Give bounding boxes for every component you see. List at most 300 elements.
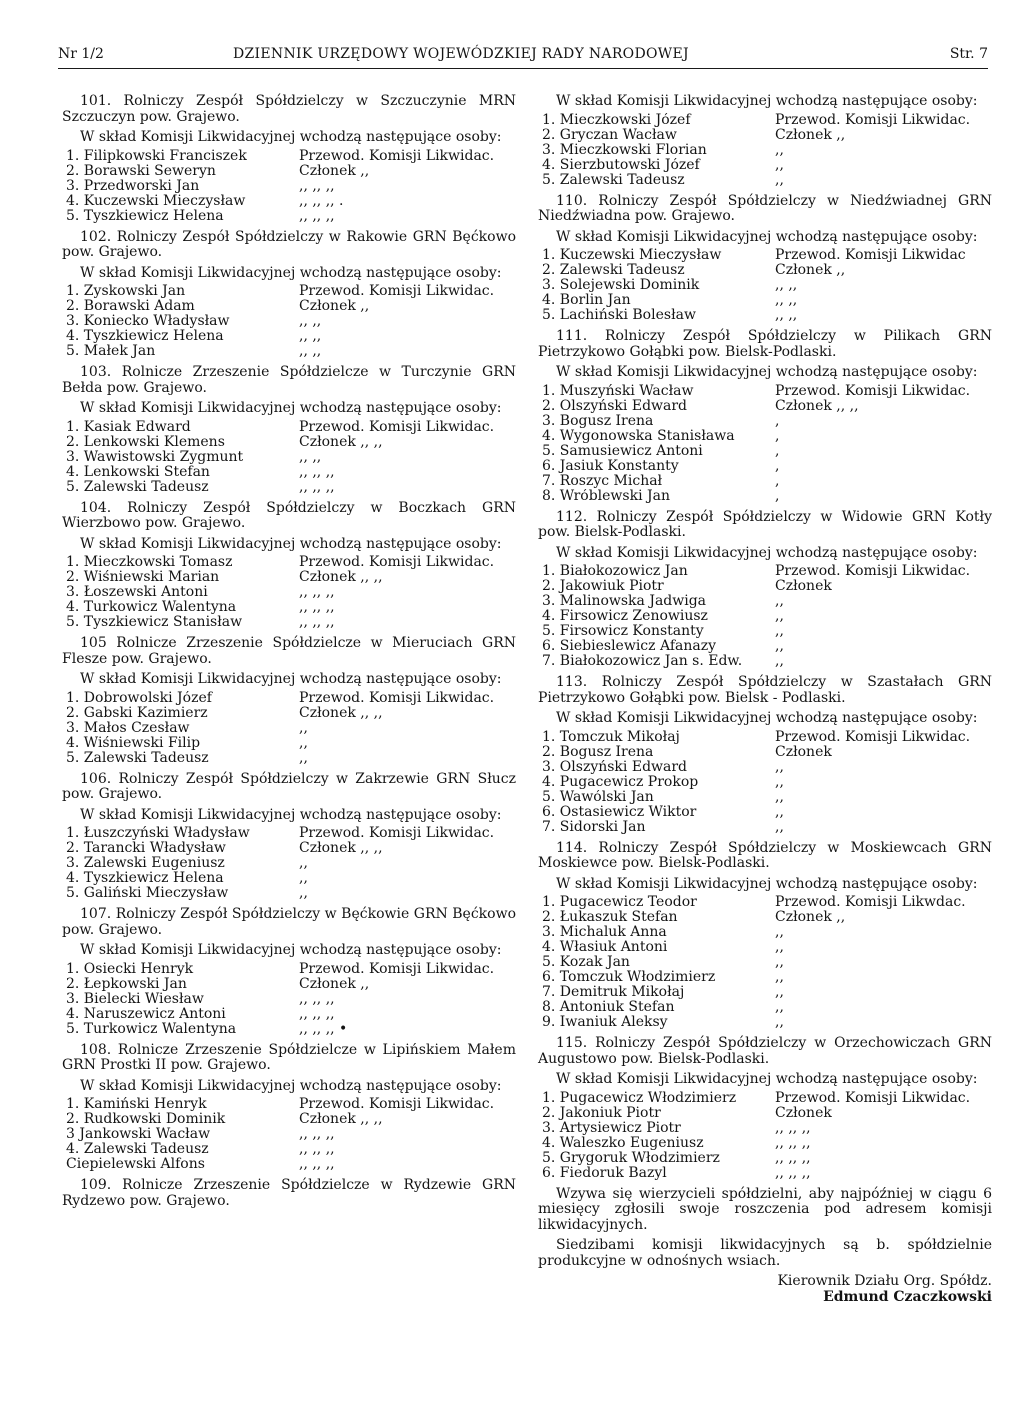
member-row — [538, 955, 992, 970]
member-role: ,, ,, ,, — [299, 991, 335, 1007]
entry-heading: 108. Rolnicze Zrzeszenie Spółdzielcze w Lipińskiem Małem GRN Prostki II pow. Grajewo. — [62, 1041, 516, 1073]
member-name: 3. Solejewski Dominik — [542, 278, 700, 293]
member-name: 2. Łukaszuk Stefan — [542, 910, 678, 925]
member-row — [62, 962, 516, 977]
member-name: 2. Olszyński Edward — [542, 398, 688, 414]
entry-intro: W skład Komisji Likwidacyjnej wchodzą następujące osoby: — [80, 1077, 502, 1094]
entry-heading: 109. Rolnicze Zrzeszenie Spółdzielcze w Rydzewie GRN Rydzewo pow. Grajewo. — [62, 1177, 516, 1209]
member-name: 3. Artysiewicz Piotr — [542, 1120, 681, 1136]
member-row — [538, 158, 992, 173]
entry-intro: W skład Komisji Likwidacyjnej wchodzą następujące osoby: — [80, 806, 502, 823]
entry-intro: W skład Komisji Likwidacyjnej wchodzą następujące osoby: — [556, 93, 978, 109]
commission-entry — [62, 230, 516, 360]
member-role: ,, ,, ,, — [775, 1165, 811, 1181]
member-role: ,, — [775, 804, 784, 820]
member-name: 6. Fiedoruk Bazyl — [542, 1165, 667, 1181]
member-row — [538, 745, 992, 760]
member-row — [62, 706, 516, 721]
entry-heading: 102. Rolniczy Zespół Spółdzielczy w Rakowie GRN Bęćkowo pow. Grajewo. — [62, 228, 516, 260]
commission-entry — [62, 772, 516, 902]
member-row — [62, 194, 516, 209]
member-row — [538, 895, 992, 910]
member-row — [62, 284, 516, 299]
commission-entry — [62, 1043, 516, 1173]
commission-entry — [538, 675, 992, 835]
member-role: ,, ,, — [299, 344, 322, 359]
member-name: 1. Kasiak Edward — [66, 419, 191, 435]
member-role: , — [775, 473, 780, 489]
member-row — [538, 970, 992, 985]
member-row — [62, 1127, 516, 1142]
entry-intro: W skład Komisji Likwidacyjnej wchodzą następujące osoby: — [80, 535, 502, 552]
member-row — [538, 1136, 992, 1151]
member-row — [538, 609, 992, 624]
member-role: Członek ,, ,, — [299, 1112, 383, 1127]
entry-intro: W skład Komisji Likwidacyjnej wchodzą następujące osoby: — [556, 544, 978, 561]
member-row — [62, 570, 516, 585]
member-row — [62, 1112, 516, 1127]
member-row — [538, 444, 992, 459]
member-row — [538, 639, 992, 654]
member-name: 1. Kamiński Henryk — [66, 1097, 207, 1112]
member-row — [538, 489, 992, 504]
member-name: 2. Łepkowski Jan — [66, 976, 187, 992]
member-row — [62, 841, 516, 856]
member-role: ,, — [299, 720, 308, 736]
member-role: ,, — [775, 940, 784, 955]
member-row — [538, 925, 992, 940]
member-row — [62, 450, 516, 465]
commission-entry — [538, 510, 992, 670]
member-name: 4. Naruszewicz Antoni — [66, 1006, 226, 1022]
journal-title: DZIENNIK URZĘDOWY WOJEWÓDZKIEJ RADY NARODOWEJ — [233, 46, 689, 62]
member-row — [538, 293, 992, 308]
member-name: 9. Iwaniuk Aleksy — [542, 1015, 668, 1030]
member-list — [62, 691, 516, 766]
entry-intro: W skład Komisji Likwidacyjnej wchodzą następujące osoby: — [80, 400, 502, 416]
member-row — [538, 940, 992, 955]
member-name: 4. Firsowicz Zenowiusz — [542, 609, 708, 624]
member-name: 1. Białokozowicz Jan — [542, 564, 688, 579]
member-role: ,, — [775, 172, 784, 188]
member-role: Przewod. Komisji Likwidac. — [775, 112, 971, 128]
member-role: ,, ,, ,, — [299, 1127, 335, 1142]
member-name: 6. Jasiuk Konstanty — [542, 458, 679, 474]
member-name: 5. Kozak Jan — [542, 955, 630, 970]
member-role: ,, ,, ,, — [299, 479, 335, 495]
member-role: ,, ,, ,, — [299, 464, 335, 480]
issue-number: Nr 1/2 — [58, 46, 104, 62]
member-row — [62, 721, 516, 736]
header-rule — [58, 68, 988, 69]
member-row — [62, 314, 516, 329]
member-row — [62, 1097, 516, 1112]
member-row — [62, 1157, 516, 1172]
entry-intro: W skład Komisji Likwidacyjnej wchodzą następujące osoby: — [80, 129, 502, 145]
member-role: ,, — [775, 985, 784, 1000]
member-role: Członek ,, — [775, 263, 846, 278]
member-role: Członek ,, — [299, 163, 370, 179]
member-name: 5. Tyszkiewicz Stanisław — [66, 615, 243, 630]
member-role: ,, — [775, 1015, 784, 1030]
member-name: 5. Zalewski Tadeusz — [66, 479, 209, 495]
member-role: ,, — [299, 871, 308, 886]
member-role: Przewod. Komisji Likwidac. — [299, 690, 495, 706]
member-row — [538, 760, 992, 775]
member-row — [538, 730, 992, 745]
member-name: 4. Wygonowska Stanisława — [542, 428, 735, 444]
member-role: ,, ,, ,, — [299, 1142, 335, 1157]
commission-entry — [538, 329, 992, 504]
member-name: 2. Jakowiuk Piotr — [542, 579, 664, 594]
member-role: ,, ,, ,, — [299, 208, 335, 224]
member-role: ,, — [775, 970, 784, 985]
member-role: ,, ,, — [299, 329, 322, 344]
member-row — [538, 173, 992, 188]
member-name: 4. Zalewski Tadeusz — [66, 1142, 209, 1157]
member-row — [62, 1022, 516, 1037]
member-row — [538, 128, 992, 143]
member-row — [538, 579, 992, 594]
member-name: 5. Galiński Mieczysław — [66, 886, 229, 901]
member-role: ,, — [775, 774, 784, 790]
member-list — [538, 730, 992, 835]
member-row — [538, 263, 992, 278]
signature-name: Edmund Czaczkowski — [823, 1288, 992, 1305]
left-column — [62, 94, 516, 1214]
member-name: 6. Tomczuk Włodzimierz — [542, 970, 716, 985]
member-list — [538, 113, 992, 188]
member-role: ,, ,, ,, — [299, 1006, 335, 1022]
member-row — [62, 585, 516, 600]
member-row — [538, 1091, 992, 1106]
member-role: Członek ,, ,, — [775, 398, 859, 414]
member-name: 1. Muszyński Wacław — [542, 383, 694, 399]
member-name: 1. Pugacewicz Włodzimierz — [542, 1090, 737, 1106]
member-name: 6. Ostasiewicz Wiktor — [542, 804, 697, 820]
member-role: Członek — [775, 1105, 832, 1121]
member-role: Przewod. Komisji Likwidac. — [775, 729, 971, 745]
entry-heading: 103. Rolnicze Zrzeszenie Spółdzielcze w Turczynie GRN Bełda pow. Grajewo. — [62, 364, 516, 396]
entry-intro: W skład Komisji Likwidacyjnej wchodzą następujące osoby: — [80, 671, 502, 687]
entry-heading: 106. Rolniczy Zespół Spółdzielczy w Zakrzewie GRN Słucz pow. Grajewo. — [62, 770, 516, 802]
member-role: ,, — [299, 886, 308, 901]
member-name: 1. Pugacewicz Teodor — [542, 895, 697, 910]
member-role: Członek ,, ,, — [299, 434, 383, 450]
member-name: 1. Mieczkowski Józef — [542, 112, 691, 128]
member-name: 4. Turkowicz Walentyna — [66, 600, 237, 615]
right-entries — [538, 94, 992, 1181]
member-role: ,, — [775, 624, 784, 639]
entry-heading: 114. Rolniczy Zespół Spółdzielczy w Moskiewcach GRN Moskiewce pow. Bielsk-Podlaski. — [538, 839, 992, 871]
member-row — [538, 1151, 992, 1166]
member-row — [538, 459, 992, 474]
commission-entry — [62, 94, 516, 224]
commission-entry — [62, 365, 516, 495]
member-row — [62, 736, 516, 751]
creditor-notice: Wzywa się wierzycieli spółdzielni, aby najpóźniej w ciągu 6 miesięcy zgłosili swoje roszczenia pod adresem komisji likwidacyjnych. — [538, 1185, 992, 1233]
member-name: 3. Bogusz Irena — [542, 413, 654, 429]
member-row — [538, 820, 992, 835]
member-row — [538, 399, 992, 414]
member-row — [538, 564, 992, 579]
member-name: 1. Tomczuk Mikołaj — [542, 729, 680, 745]
member-list — [538, 1091, 992, 1181]
member-name: 2. Jakoniuk Piotr — [542, 1105, 661, 1121]
member-name: 3. Wawistowski Zygmunt — [66, 449, 244, 465]
signature-title: Kierownik Działu Org. Spółdz. — [777, 1273, 992, 1289]
member-row — [538, 143, 992, 158]
entry-intro: W skład Komisji Likwidacyjnej wchodzą następujące osoby: — [556, 710, 978, 726]
member-role: , — [775, 413, 780, 429]
member-role: ,, ,, ,, — [299, 178, 335, 194]
member-role: Przewod. Komisji Likwidac. — [775, 1090, 971, 1106]
member-name: 1. Dobrowolski Józef — [66, 690, 212, 706]
member-row — [538, 113, 992, 128]
member-name: 5. Lachiński Bolesław — [542, 308, 696, 323]
member-row — [62, 329, 516, 344]
member-role: Przewod. Komisji Likwidac. — [775, 383, 971, 399]
member-name: 5. Wawólski Jan — [542, 789, 654, 805]
member-row — [62, 149, 516, 164]
entry-intro: W skład Komisji Likwidacyjnej wchodzą następujące osoby: — [556, 1071, 978, 1087]
member-row — [538, 474, 992, 489]
member-name: 3. Koniecko Władysław — [66, 314, 230, 329]
commission-entry — [538, 194, 992, 324]
member-row — [62, 209, 516, 224]
member-role: ,, — [775, 609, 784, 624]
member-role: ,, — [775, 925, 784, 940]
member-role: ,, — [775, 759, 784, 775]
member-name: 7. Roszyc Michał — [542, 473, 663, 489]
member-name: 6. Siebieslewicz Afanazy — [542, 639, 717, 654]
member-name: 3. Mieczkowski Florian — [542, 142, 707, 158]
entry-intro: W skład Komisji Likwidacyjnej wchodzą następujące osoby: — [556, 364, 978, 380]
member-row — [538, 594, 992, 609]
member-role: ,, ,, ,, — [775, 1150, 811, 1166]
member-list — [62, 149, 516, 224]
member-role: , — [775, 443, 780, 459]
member-row — [538, 1106, 992, 1121]
member-name: 2. Gabski Kazimierz — [66, 705, 208, 721]
member-list — [62, 826, 516, 901]
commission-entry — [62, 501, 516, 631]
member-role: Członek ,, ,, — [299, 705, 383, 721]
member-name: 1. Kuczewski Mieczysław — [542, 248, 722, 263]
member-row — [62, 826, 516, 841]
member-row — [538, 414, 992, 429]
member-name: 4. Wiśniewski Filip — [66, 735, 201, 751]
member-role: ,, ,, ,, — [299, 585, 335, 600]
member-row — [62, 886, 516, 901]
member-name: 2. Zalewski Tadeusz — [542, 263, 685, 278]
member-row — [538, 278, 992, 293]
member-role: Przewod. Komisji Likwidac. — [299, 555, 495, 570]
member-role: ,, ,, ,, • — [299, 1021, 348, 1037]
member-role: ,, — [775, 594, 784, 609]
member-name: 2. Tarancki Władysław — [66, 841, 226, 856]
member-role: ,, — [775, 955, 784, 970]
member-name: 3. Malinowska Jadwiga — [542, 594, 707, 609]
entry-heading: 113. Rolniczy Zespół Spółdzielczy w Szastałach GRN Pietrzykowo Gołąbki pow. Bielsk - Podlaski. — [538, 674, 992, 706]
member-name: 2. Borawski Seweryn — [66, 163, 216, 179]
member-row — [538, 910, 992, 925]
member-row — [538, 429, 992, 444]
member-row — [62, 691, 516, 706]
member-row — [62, 615, 516, 630]
member-list — [62, 555, 516, 630]
member-name: Ciepielewski Alfons — [66, 1157, 205, 1172]
member-row — [538, 248, 992, 263]
member-role: Przewod. Komisji Likwidac. — [775, 564, 971, 579]
member-list — [62, 420, 516, 495]
member-name: 3. Olszyński Edward — [542, 759, 688, 775]
member-role: ,, ,, ,, — [299, 600, 335, 615]
member-row — [62, 751, 516, 766]
member-role: ,, — [775, 1000, 784, 1015]
signature-block — [538, 1274, 992, 1305]
commission-entry — [62, 636, 516, 766]
member-row — [538, 1166, 992, 1181]
member-role: ,, — [299, 856, 308, 871]
member-role: ,, — [775, 789, 784, 805]
member-role: ,, — [299, 750, 308, 766]
entry-intro: W skład Komisji Likwidacyjnej wchodzą następujące osoby: — [80, 264, 502, 281]
member-role: ,, ,, ,, . — [299, 193, 344, 209]
member-role: ,, ,, — [775, 293, 798, 308]
entry-heading: 105 Rolnicze Zrzeszenie Spółdzielcze w Mieruciach GRN Flesze pow. Grajewo. — [62, 635, 516, 667]
right-column — [538, 94, 992, 1305]
member-name: 3. Małos Czesław — [66, 720, 190, 736]
member-role: Członek ,, — [775, 127, 846, 143]
commission-entry — [538, 94, 992, 188]
member-role: Przewod. Komisji Likwidac. — [299, 1097, 495, 1112]
entry-heading: 111. Rolniczy Zespół Spółdzielczy w Pilikach GRN Pietrzykowo Gołąbki pow. Bielsk-Podlaski. — [538, 328, 992, 360]
member-name: 5. Tyszkiewicz Helena — [66, 208, 224, 224]
member-role: , — [775, 458, 780, 474]
member-name: 2. Wiśniewski Marian — [66, 570, 220, 585]
member-row — [62, 992, 516, 1007]
member-row — [62, 856, 516, 871]
member-role: Członek ,, — [299, 976, 370, 992]
member-row — [62, 600, 516, 615]
closing-notice — [538, 1187, 992, 1306]
entry-intro: W skład Komisji Likwidacyjnej wchodzą następujące osoby: — [556, 228, 978, 245]
member-name: 4. Tyszkiewicz Helena — [66, 871, 224, 886]
member-role: ,, — [775, 142, 784, 158]
member-name: 4. Sierzbutowski Józef — [542, 157, 700, 173]
member-name: 4. Waleszko Eugeniusz — [542, 1135, 704, 1151]
member-role: Przewod. Komisji Likwdac. — [775, 895, 966, 910]
member-name: 1. Zyskowski Jan — [66, 284, 186, 299]
member-list — [538, 384, 992, 504]
member-role: ,, — [775, 639, 784, 654]
member-name: 2. Lenkowski Klemens — [66, 434, 225, 450]
member-role: ,, — [775, 157, 784, 173]
member-name: 3. Bielecki Wiesław — [66, 991, 204, 1007]
member-name: 1. Osiecki Henryk — [66, 961, 194, 977]
member-name: 7. Sidorski Jan — [542, 819, 646, 835]
member-row — [62, 179, 516, 194]
member-row — [538, 654, 992, 669]
member-role: ,, ,, — [299, 449, 322, 465]
member-name: 8. Wróblewski Jan — [542, 488, 670, 504]
member-name: 4. Własiuk Antoni — [542, 940, 668, 955]
member-list — [538, 248, 992, 323]
member-name: 2. Rudkowski Dominik — [66, 1112, 226, 1127]
entry-intro: W skład Komisji Likwidacyjnej wchodzą następujące osoby: — [556, 875, 978, 892]
entry-heading: 104. Rolniczy Zespół Spółdzielczy w Boczkach GRN Wierzbowo pow. Grajewo. — [62, 499, 516, 531]
member-row — [538, 790, 992, 805]
member-name: 2. Borawski Adam — [66, 299, 195, 314]
entry-heading: 115. Rolniczy Zespół Spółdzielczy w Orzechowiczach GRN Augustowo pow. Bielsk-Podlaski. — [538, 1035, 992, 1067]
member-role: ,, — [299, 735, 308, 751]
member-name: 2. Bogusz Irena — [542, 744, 654, 760]
member-role: Przewod. Komisji Likwidac. — [299, 419, 495, 435]
member-name: 3 Jankowski Wacław — [66, 1127, 211, 1142]
member-row — [62, 435, 516, 450]
member-role: Przewod. Komisji Likwidac. — [299, 961, 495, 977]
member-name: 3. Przedworski Jan — [66, 178, 200, 194]
member-name: 1. Filipkowski Franciszek — [66, 148, 247, 164]
commission-entry — [538, 1036, 992, 1181]
member-name: 7. Białokozowicz Jan s. Edw. — [542, 654, 743, 669]
member-row — [538, 805, 992, 820]
member-row — [538, 308, 992, 323]
member-row — [62, 480, 516, 495]
member-name: 4. Kuczewski Mieczysław — [66, 193, 246, 209]
member-name: 2. Gryczan Wacław — [542, 127, 677, 143]
member-role: ,, ,, — [775, 278, 798, 293]
member-role: Przewod. Komisji Likwidac — [775, 248, 966, 263]
member-list — [62, 962, 516, 1037]
member-name: 4. Borlin Jan — [542, 293, 631, 308]
commission-entry — [62, 907, 516, 1037]
member-row — [62, 344, 516, 359]
member-name: 4. Lenkowski Stefan — [66, 464, 210, 480]
member-name: 1. Mieczkowski Tomasz — [66, 555, 233, 570]
commission-entry — [538, 841, 992, 1031]
entry-heading: 110. Rolniczy Zespół Spółdzielczy w Niedźwiadnej GRN Niedźwiadna pow. Grajewo. — [538, 192, 992, 224]
member-row — [538, 775, 992, 790]
member-role: ,, ,, ,, — [775, 1135, 811, 1151]
member-name: 1. Łuszczyński Władysław — [66, 826, 250, 841]
member-role: Członek ,, — [775, 910, 846, 925]
member-role: Członek ,, — [299, 299, 370, 314]
member-role: Członek ,, ,, — [299, 841, 383, 856]
entry-heading: 107. Rolniczy Zespół Spółdzielczy w Bęćkowie GRN Bęćkowo pow. Grajewo. — [62, 906, 516, 938]
member-row — [538, 624, 992, 639]
member-role: Członek — [775, 579, 832, 594]
member-row — [538, 1015, 992, 1030]
member-list — [62, 1097, 516, 1172]
member-role: ,, — [775, 819, 784, 835]
member-list — [538, 564, 992, 669]
member-list — [538, 895, 992, 1030]
member-role: , — [775, 488, 780, 504]
member-name: 3. Zalewski Eugeniusz — [66, 856, 225, 871]
member-name: 5. Firsowicz Konstanty — [542, 624, 704, 639]
member-name: 5. Turkowicz Walentyna — [66, 1021, 237, 1037]
member-row — [62, 420, 516, 435]
member-row — [62, 465, 516, 480]
member-name: 5. Zalewski Tadeusz — [542, 172, 685, 188]
member-role: ,, ,, ,, — [775, 1120, 811, 1136]
member-name: 8. Antoniuk Stefan — [542, 1000, 675, 1015]
member-role: Przewod. Komisji Likwidac. — [299, 148, 495, 164]
member-name: 7. Demitruk Mikołaj — [542, 985, 685, 1000]
member-row — [62, 299, 516, 314]
